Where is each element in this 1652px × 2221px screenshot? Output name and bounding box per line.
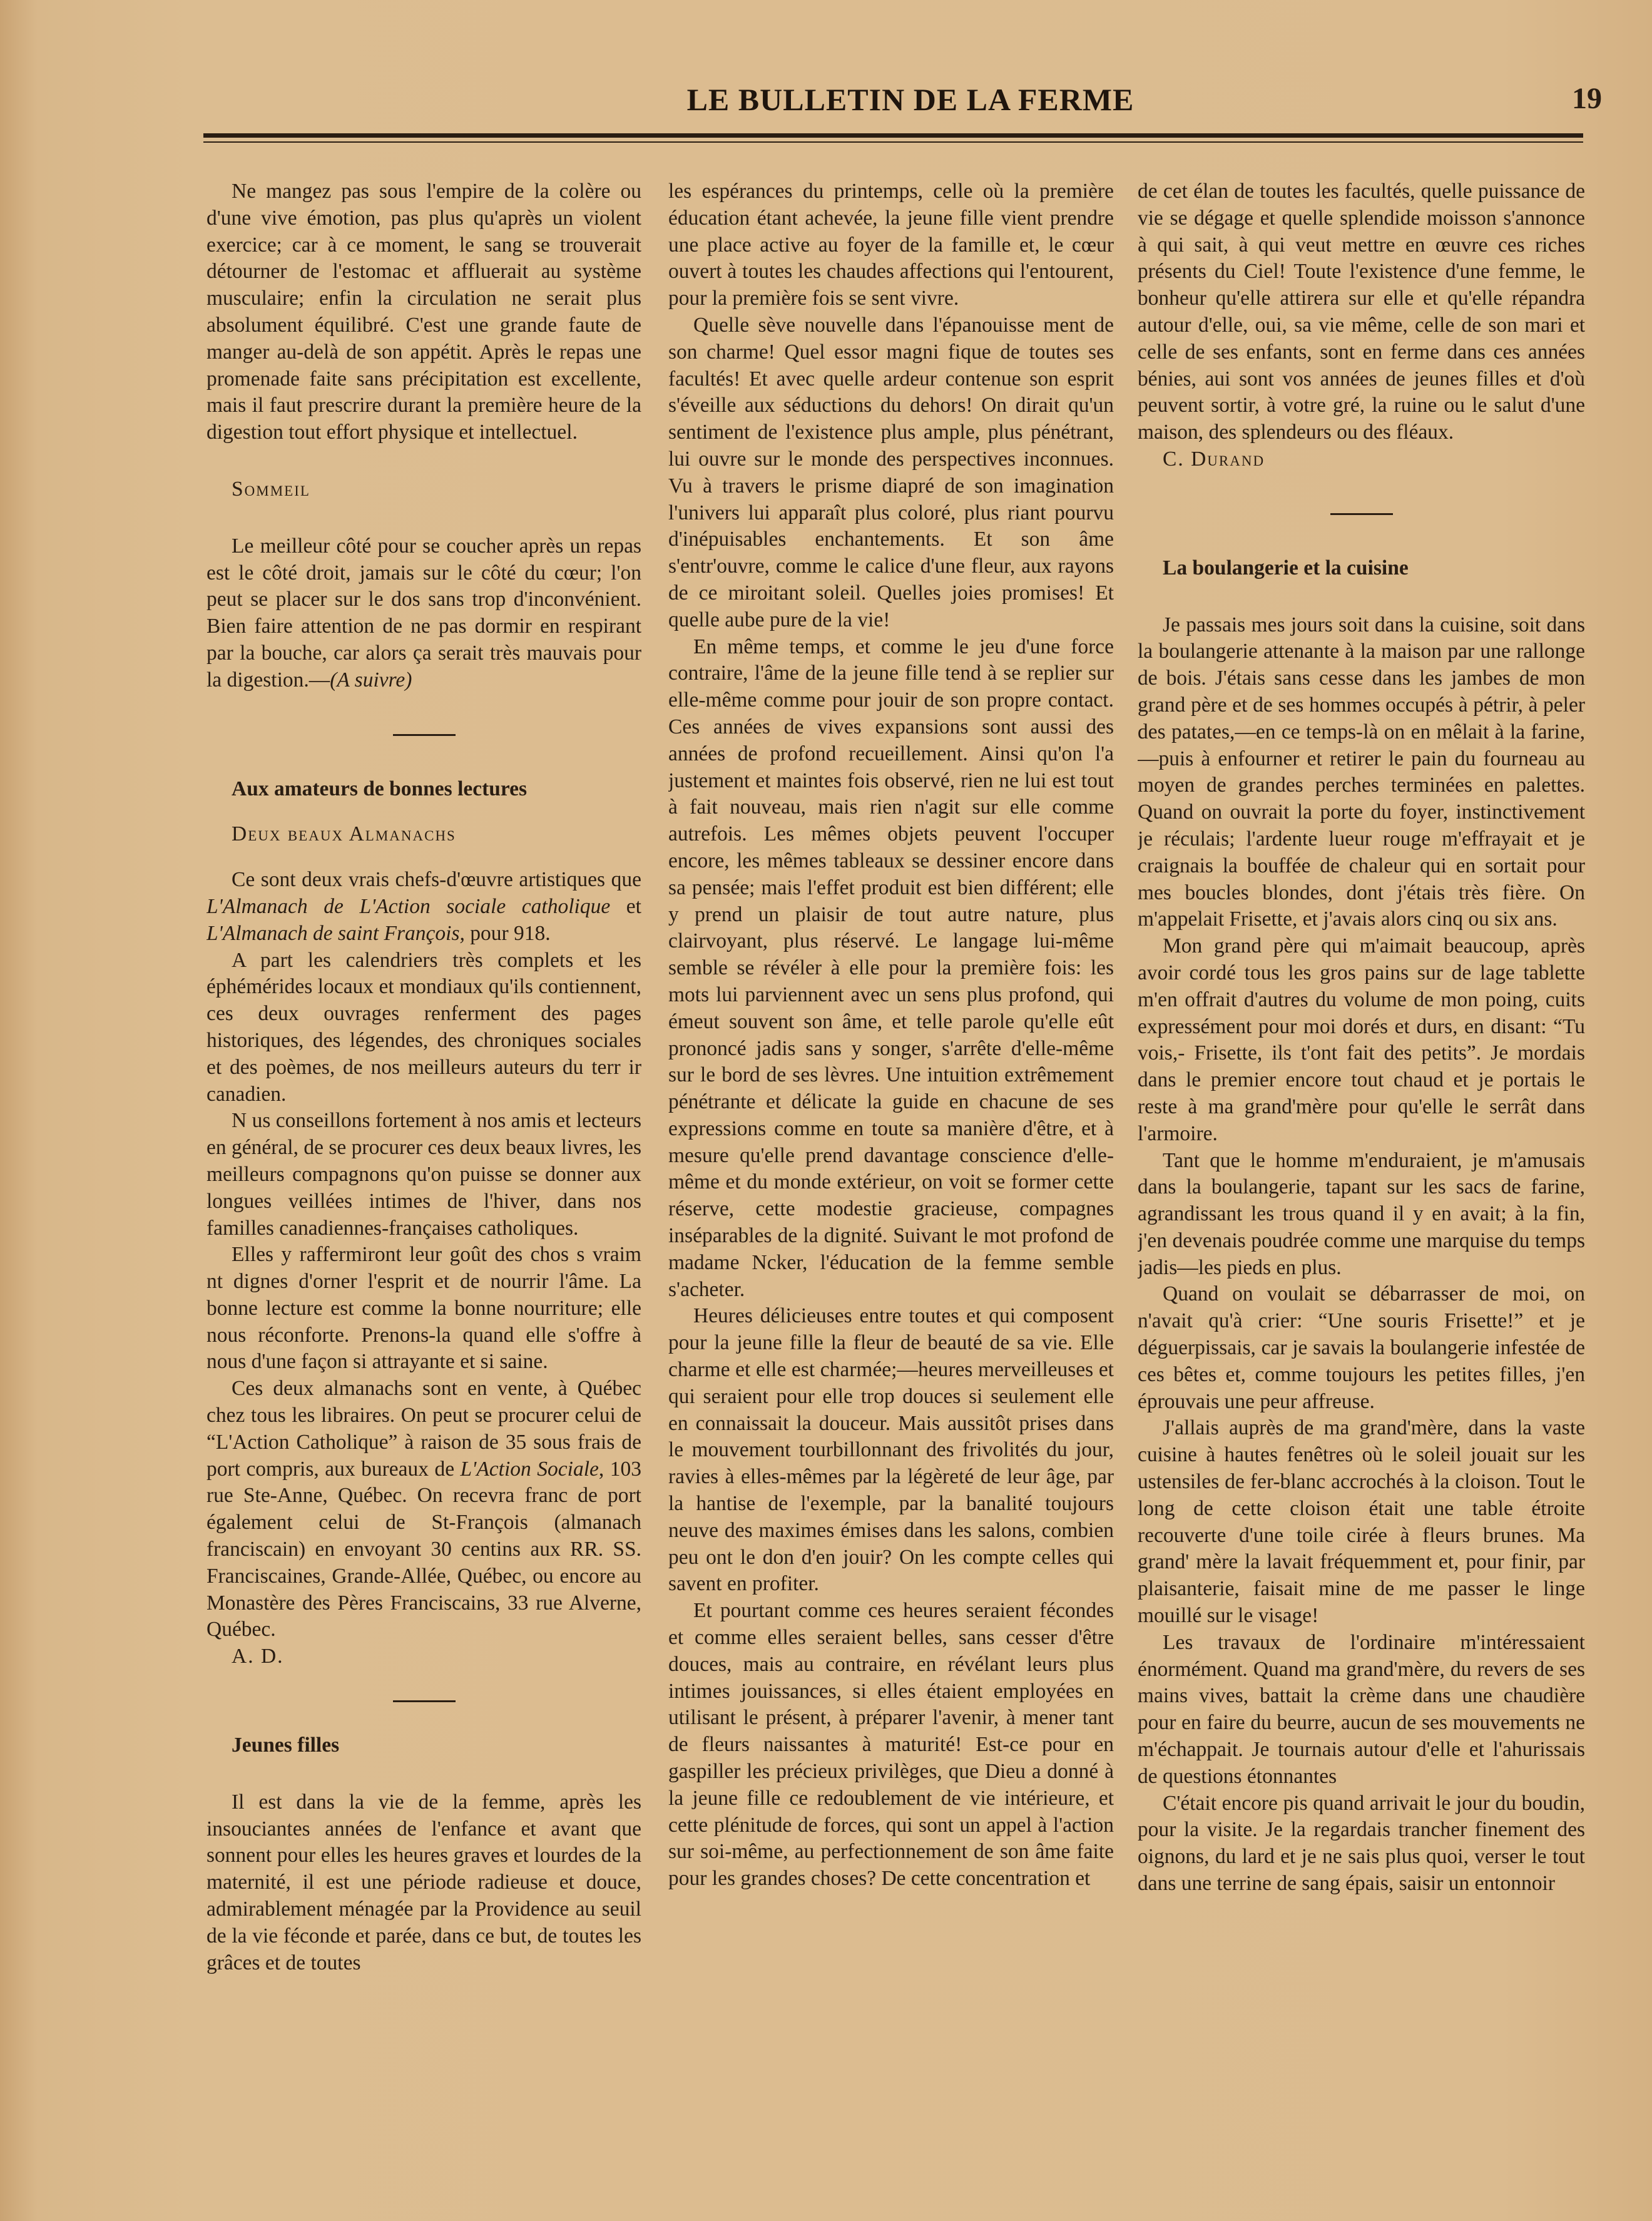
page-number: 19 bbox=[1572, 82, 1602, 115]
section-heading-boulangerie: La boulangerie et la cuisine bbox=[1163, 556, 1409, 580]
paragraph: Tant que le homme m'enduraient, je m'amusais dans la boulangerie, tapant sur les sacs de farine, agrandissant les trous quand il y en avait; à la fin, j'en devenais poudrée comme une marquise du temps jadis—les pieds en plus. bbox=[1138, 1148, 1585, 1279]
header-rule bbox=[203, 133, 1583, 138]
section-subheading-sommeil: Sommeil bbox=[232, 477, 310, 501]
section-subheading-almanachs: Deux beaux Almanachs bbox=[232, 822, 456, 846]
paragraph: Et pourtant comme ces heures seraient fécondes et comme elles seraient belles, sans cesser d'être douces, mais au contraire, en révélant leurs plus intimes jouissances, si elles étaient employées en utilisant le présent, à préparer l'avenir, à mener tant de fleurs naissantes à maturité! Est-ce pour en gaspiller les précieux privilèges, que Dieu a donné à la jeune fille ce redoublement de vie intérieure, et cette plénitude de forces, qui sont un appel à l'action sur soi-même, au perfectionnement de son âme faite pour les grandes choses? De cette concentration et bbox=[668, 1599, 1114, 1891]
paragraph: Les travaux de l'ordinaire m'intéressaient énormément. Quand ma grand'mère, du revers de ses mains vives, battait la crème dans une chaudière pour en faire du beurre, aucun de ses mouvements ne m'échappait. Je tournais autour d'elle et l'ahurissais de questions étonnantes bbox=[1138, 1630, 1585, 1788]
signature: A. D. bbox=[232, 1645, 284, 1668]
header-rule-thin bbox=[203, 141, 1583, 143]
page-header bbox=[203, 81, 1618, 125]
paragraph: Mon grand père qui m'aimait beaucoup, après avoir cordé tous les gros pains sur de lage tablette m'en offrait d'autres du volume de mon poing, cuits expressément pour moi dorés et durs, en disant: “Tu vois,- Frisette, ils t'ont fait des petits”. Je mordais dans le premier encore tout chaud et je portais le reste à ma grand'mère pour qu'elle le serrât dans l'armoire. bbox=[1138, 934, 1585, 1145]
column-3 bbox=[1138, 178, 1585, 2150]
paragraph: Quand on voulait se débarrasser de moi, on n'avait qu'à crier: “Une souris Frisette!” et je déguerpissais, car je savais la boulangerie infestée de ces bêtes et, comme toujours les petites filles, j'en éprouvais une peur affreuse. bbox=[1138, 1282, 1585, 1413]
paragraph: J'allais auprès de ma grand'mère, dans la vaste cuisine à hautes fenêtres où le soleil jouait sur les ustensiles de fer-blanc accrochés à la cloison. Tout le long de cette cloison était une table étroite recouverte d'une toile cirée à fleurs brunes. Ma grand' mère la lavait fréquemment et, pour finir, par plaisanterie, faisait mine de me passer le linge mouillé sur le visage! bbox=[1138, 1416, 1585, 1628]
paragraph: N us conseillons fortement à nos amis et lecteurs en général, de se procurer ces deux beaux livres, les meilleurs compagnons qu'on puisse se donner aux longues veillées intimes de l'hiver, dans nos familles canadiennes-françaises catholiques. bbox=[206, 1109, 641, 1240]
paragraph: C'était encore pis quand arrivait le jour du boudin, pour la visite. Je la regardais trancher finement des oignons, du lard et je ne sais plus quoi, verser le tout dans une terrine de sang épais, saisir un entonnoir bbox=[1138, 1791, 1585, 1896]
running-title: LE BULLETIN DE LA FERME bbox=[686, 82, 1134, 117]
column-1 bbox=[206, 178, 641, 2150]
column-2 bbox=[668, 178, 1114, 2150]
paragraph: A part les calendriers très complets et les éphémérides locaux et mondiaux qu'ils contiennent, ces deux ouvrages renferment des pages historiques, des légendes, des chroniques sociales et des poèmes, de nos meilleurs auteurs du terr ir canadien. bbox=[206, 948, 641, 1106]
paragraph: Quelle sève nouvelle dans l'épanouisse ment de son charme! Quel essor magni fique de toutes ses facultés! Et avec quelle ardeur contenue son esprit s'éveille aux séductions du dehors! On dirait qu'un sentiment de l'existence plus ample, plus pénétrant, lui ouvre sur le monde des perspectives inconnues. Vu à travers le prisme diapré de son imagination l'univers lui apparaît plus coloré, plus riant pourvu d'inépuisables enchantements. Et son âme s'entr'ouvre, comme le calice d'une fleur, aux rayons de ce miroitant soleil. Quelles joies promises! Et quelle aube pure de la vie! bbox=[668, 313, 1114, 631]
paragraph: Ne mangez pas sous l'empire de la colère ou d'une vive émotion, pas plus qu'après un violent exercice; car à ce moment, le sang se trouverait détourner de l'estomac et affluerait au système musculaire; enfin la circulation ne serait plus absolument équilibré. C'est une grande faute de manger au-delà de son appétit. Après le repas une promenade faite sans précipitation est excellente, mais il faut prescrire durant la première heure de la digestion tout effort physique et intellectuel. bbox=[206, 180, 641, 444]
paragraph: Il est dans la vie de la femme, après les insouciantes années de l'enfance et avant que sonnent pour elles les heures graves et lourdes de la maternité, il est une période radieuse et douce, admirablement ménagée par la Providence au seuil de la vie féconde et parée, dans ce but, de toutes les grâces et de toutes bbox=[206, 1790, 641, 1974]
section-heading-jeunes-filles: Jeunes filles bbox=[232, 1733, 340, 1757]
paragraph: Elles y raffermiront leur goût des chos s vraim nt dignes d'orner l'esprit et de nourrir l'âme. La bonne lecture est comme la bonne nourriture; elle nous réconforte. Prenons-la quand elle s'offre à nous d'une façon si attrayante et si saine. bbox=[206, 1243, 641, 1374]
paragraph: Je passais mes jours soit dans la cuisine, soit dans la boulangerie attenante à la maison par une rallonge de bois. J'étais sans cesse dans les jambes de mon grand père et de ses hommes occupés à pétrir, à peler des patates,—en ce temps-là on en mêlait à la farine,—puis à enfourner et retirer le pain du fourneau au moyen de grandes perches terminées en palettes. Quand on ouvrait la porte du foyer, instinctivement je réculais; l'ardente lueur rouge m'effrayait et je craignais la bouffée de chaleur qui en sortait pour mes boucles blondes, dont j'étais très fière. On m'appelait Frisette, et j'avais alors cinq ou six ans. bbox=[1138, 613, 1585, 931]
paragraph: Ces deux almanachs sont en vente, à Québec chez tous les libraires. On peut se procurer celui de “L'Action Catholique” à raison de 35 sous frais de port compris, aux bureaux de L'Action Sociale, 103 rue Ste-Anne, Québec. On recevra franc de port également celui de St-François (almanach franciscain) en envoyant 30 centins aux RR. SS. Franciscaines, Grande-Allée, Québec, ou encore au Monastère des Pères Franciscains, 33 rue Alverne, Québec. bbox=[206, 1377, 641, 1641]
paragraph: Le meilleur côté pour se coucher après un repas est le côté droit, jamais sur le côté du cœur; l'on peut se placer sur le dos sans trop d'inconvénient. Bien faire attention de ne pas dormir en respirant par la bouche, car alors ça serait très mauvais pour la digestion.—(A suivre) bbox=[206, 534, 641, 692]
signature: C. Durand bbox=[1163, 447, 1265, 471]
paragraph: Heures délicieuses entre toutes et qui composent pour la jeune fille la fleur de beauté de sa vie. Elle charme et elle est charmée;—heures merveilleuses et qui seraient pour elle trop douces si seulement elle en connaissait la douceur. Mais aussitôt prises dans le mouvement tourbillonnant des frivolités du jour, ravies à elles-mêmes par la légèreté de leur âge, par la hantise de l'exemple, par la banalité toujours neuve des maximes émises dans les salons, combien peu ont le don d'en jouir? On les compte celles qui savent en profiter. bbox=[668, 1304, 1114, 1596]
paragraph: les espérances du printemps, celle où la première éducation étant achevée, la jeune fille vient prendre une place active au foyer de la famille et, le cœur ouvert à toutes les chaudes affections qui l'entourent, pour la première fois se sent vivre. bbox=[668, 180, 1114, 310]
paragraph: En même temps, et comme le jeu d'une force contraire, l'âme de la jeune fille tend à se replier sur elle-même comme pour jouir de son propre contact. Ces années de vives expansions sont aussi des années de profond recueillement. Ainsi qu'on l'a justement et maintes fois observé, rien ne lui est tout à fait nouveau, mais rien n'agit sur elle comme autrefois. Les mêmes objets peuvent l'occuper encore, les mêmes tableaux se dessiner encore dans sa pensée; mais l'effet produit est bien différent; elle y prend un plaisir de tout autre nature, plus clairvoyant, plus réservé. Le langage lui-même semble se révéler à elle pour la première fois: les mots lui parviennent avec un sens plus profond, qui émeut souvent son âme, et telle parole qu'elle eût prononcé jadis sans y songer, s'arrête d'elle-même sur le bord de ses lèvres. Une intuition extrêmement pénétrante et délicate la guide en chacune de ses expressions comme en toute sa manière d'être, et à mesure qu'elle prend davantage conscience d'elle-même et du monde extérieur, on voit se former cette réserve, cette modestie gracieuse, compagnes inséparables de la dignité. Suivant le mot profond de madame Ncker, l'éducation de la femme semble s'acheter. bbox=[668, 635, 1114, 1301]
paragraph: de cet élan de toutes les facultés, quelle puissance de vie se dégage et quelle splendide moisson s'annonce à qui sait, à qui veut mettre en œuvre ces riches présents du Ciel! Toute l'existence d'une femme, le bonheur qu'elle attirera sur elle et qu'elle répandra autour d'elle, oui, sa vie même, celle de son mari et celle de ses enfants, sont en ferme dans ces années bénies, aui sont vos années de jeunes filles et d'où peuvent sortir, à votre gré, la ruine ou le salut d'une maison, des splendeurs ou des fléaux. bbox=[1138, 180, 1585, 444]
section-heading-lectures: Aux amateurs de bonnes lectures bbox=[232, 777, 528, 800]
paragraph: Ce sont deux vrais chefs-d'œuvre artistiques que L'Almanach de L'Action sociale catholique et L'Almanach de saint François, pour 918. bbox=[206, 868, 641, 945]
